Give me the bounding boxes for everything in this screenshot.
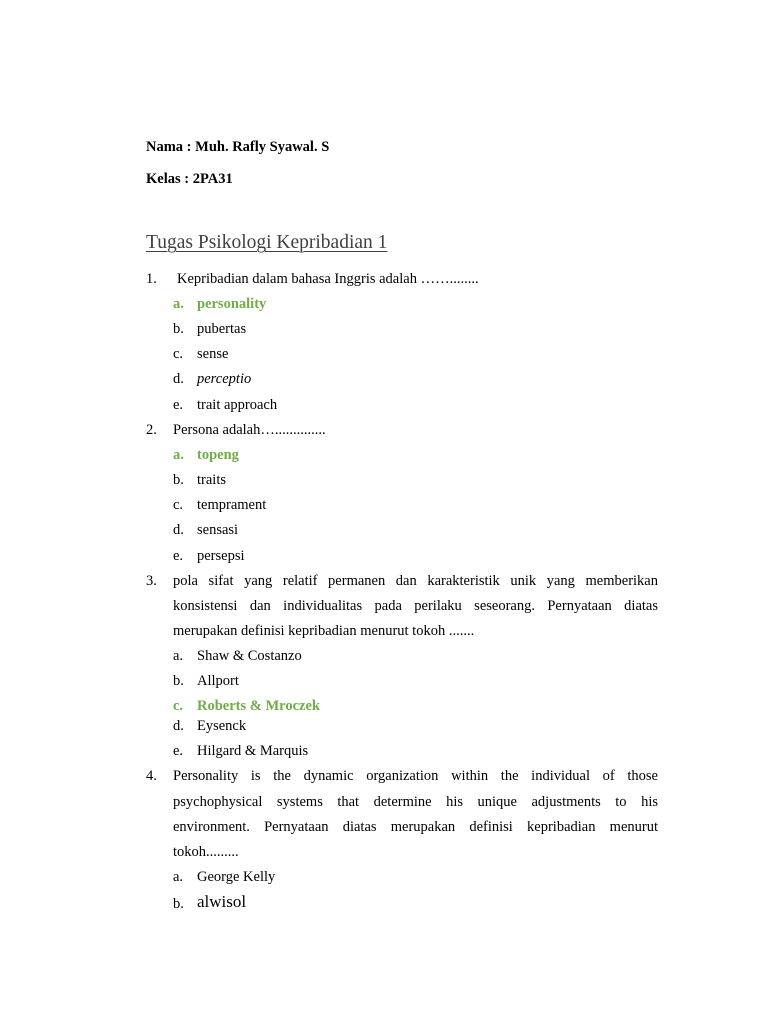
- question-text: Kepribadian dalam bahasa Inggris adalah ……........: [177, 271, 479, 287]
- option-letter: a.: [173, 447, 184, 463]
- document-title: Tugas Psikologi Kepribadian 1: [146, 232, 388, 253]
- option-letter: b.: [173, 472, 184, 488]
- option-letter: d.: [173, 371, 184, 387]
- option-text-correct: Roberts & Mroczek: [197, 698, 320, 714]
- question-text-line: tokoh.........: [173, 844, 239, 860]
- option-letter: b.: [173, 673, 184, 689]
- option-text: Shaw & Costanzo: [197, 648, 302, 664]
- option-text: persepsi: [197, 548, 245, 564]
- option-text-correct: topeng: [197, 447, 239, 463]
- option-text: pubertas: [197, 321, 247, 337]
- option-letter: d.: [173, 718, 184, 734]
- question-text-line: pola sifat yang relatif permanen dan karakteristik unik yang memberikan: [173, 573, 658, 589]
- option-text: George Kelly: [197, 869, 276, 885]
- option-letter: c.: [173, 497, 184, 513]
- option-letter: d.: [173, 522, 184, 538]
- option-letter: c.: [173, 346, 184, 362]
- option-letter: c.: [173, 698, 184, 714]
- question-text-line: psychophysical systems that determine his unique adjustments to his: [173, 794, 658, 810]
- question-number: 3.: [146, 573, 157, 589]
- question-text-line: merupakan definisi kepribadian menurut tokoh .......: [173, 623, 475, 639]
- option-letter: b.: [173, 896, 184, 912]
- option-text: perceptio: [197, 371, 252, 387]
- question-text: Persona adalah…..............: [173, 422, 326, 438]
- option-text: traits: [197, 472, 226, 488]
- question-text-line: Personality is the dynamic organization within the individual of those: [173, 768, 658, 784]
- option-text: tempramen​t: [197, 497, 267, 513]
- student-name: Nama : Muh. Rafly Syawal. S: [146, 139, 330, 155]
- option-text: alwisol: [197, 892, 247, 911]
- option-text-correct: personality: [197, 296, 267, 312]
- student-class: Kelas : 2PA31: [146, 171, 233, 187]
- option-letter: a.: [173, 869, 184, 885]
- option-text: Allport: [197, 673, 239, 689]
- question-number: 2.: [146, 422, 157, 438]
- option-text: Eysenck: [197, 718, 247, 734]
- option-text: sensasi: [197, 522, 239, 538]
- option-text: Hilgard & Marquis: [197, 743, 309, 759]
- option-text: sense: [197, 346, 229, 362]
- question-number: 4.: [146, 768, 157, 784]
- question-text-line: environment. Pernyataan diatas merupakan definisi kepribadian menurut: [173, 819, 658, 835]
- option-letter: a.: [173, 648, 184, 664]
- option-letter: e.: [173, 548, 184, 564]
- option-text: trait approach: [197, 397, 278, 413]
- question-number: 1.: [146, 271, 157, 287]
- option-letter: e.: [173, 743, 184, 759]
- option-letter: a.: [173, 296, 184, 312]
- option-letter: e.: [173, 397, 184, 413]
- option-letter: b.: [173, 321, 184, 337]
- question-text-line: konsistensi dan individualitas pada perilaku seseorang. Pernyataan diatas: [173, 598, 658, 614]
